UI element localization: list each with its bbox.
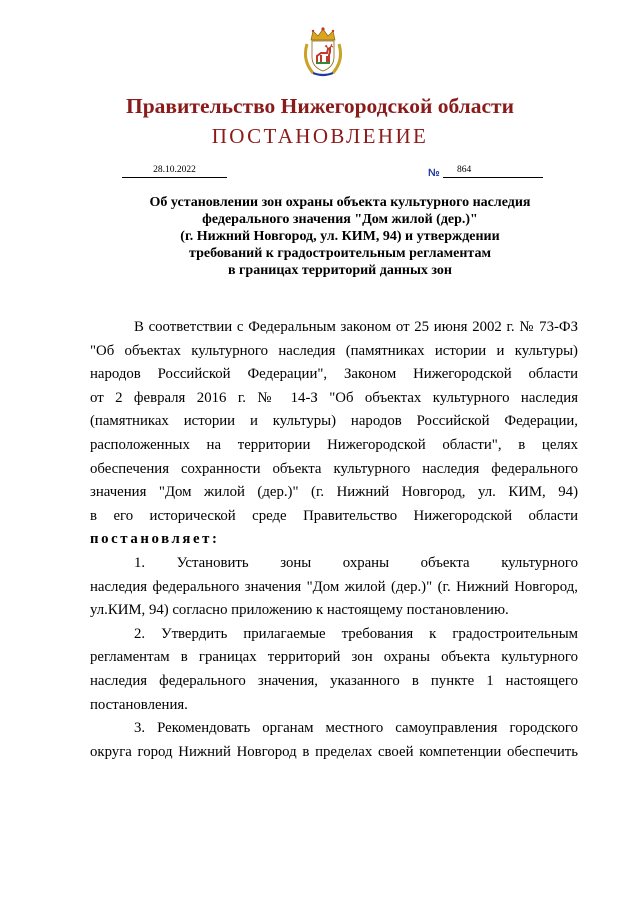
preamble-line: обеспечения сохранности объекта культурного наследия федерального <box>90 460 578 477</box>
item-3-line: округа город Нижний Новгород в пределах своей компетенции обеспечить <box>90 743 578 760</box>
item-2-line: постановления. <box>90 696 188 713</box>
doc-type-title: ПОСТАНОВЛЕНИЕ <box>211 124 429 148</box>
subject-line: требований к градостроительным регламентам <box>189 246 491 261</box>
preamble-line: (памятниках истории и культуры) народов Российской Федерации, <box>90 413 578 430</box>
item-2-line: наследия федерального значения, указанного в пункте 1 настоящего <box>90 672 578 689</box>
subject-line: федерального значения "Дом жилой (дер.)" <box>202 212 478 227</box>
preamble-line: народов Российской Федерации", Законом Нижегородской области <box>90 366 578 383</box>
number-sign: № <box>428 167 440 179</box>
document-subject <box>60 194 620 279</box>
preamble-line: В соответствии с Федеральным законом от 25 июня 2002 г. № 73-ФЗ <box>134 319 578 335</box>
org-title: Правительство Нижегородской области <box>126 94 514 118</box>
item-3-line: 3. Рекомендовать органам местного самоуправления городского <box>134 720 578 737</box>
preamble-line: значения "Дом жилой (дер.)" (г. Нижний Новгород, ул. КИМ, 94) <box>90 484 578 501</box>
item-1-line: наследия федерального значения "Дом жилой (дер.)" (г. Нижний Новгород, <box>90 578 578 595</box>
coat-of-arms-icon <box>301 26 345 78</box>
item-1-line: 1. Установить зоны охраны объекта культурного <box>134 554 578 571</box>
subject-line: в границах территорий данных зон <box>228 263 452 278</box>
item-2-line: регламентам в границах территорий зон охраны объекта культурного <box>90 649 578 666</box>
document-date: 28.10.2022 <box>122 164 227 178</box>
preamble-line: "Об объектах культурного наследия (памятниках истории и культуры) <box>90 342 578 359</box>
item-1-line: ул.КИМ, 94) согласно приложению к настоящему постановлению. <box>90 602 509 619</box>
resolves-word: постановляет: <box>90 531 220 548</box>
preamble-line: в его исторической среде Правительство Нижегородской области <box>90 507 578 524</box>
item-2-line: 2. Утвердить прилагаемые требования к градостроительным <box>134 625 578 642</box>
preamble-line: расположенных на территории Нижегородской области", в целях <box>90 436 578 453</box>
preamble-line: от 2 февраля 2016 г. № 14-З "Об объектах культурного наследия <box>90 389 578 406</box>
document-body <box>90 316 578 764</box>
subject-line: Об установлении зон охраны объекта культурного наследия <box>149 195 531 210</box>
document-number: 864 <box>457 165 472 175</box>
document-number-field <box>443 164 543 178</box>
subject-line: (г. Нижний Новгород, ул. КИМ, 94) и утверждении <box>180 229 500 244</box>
